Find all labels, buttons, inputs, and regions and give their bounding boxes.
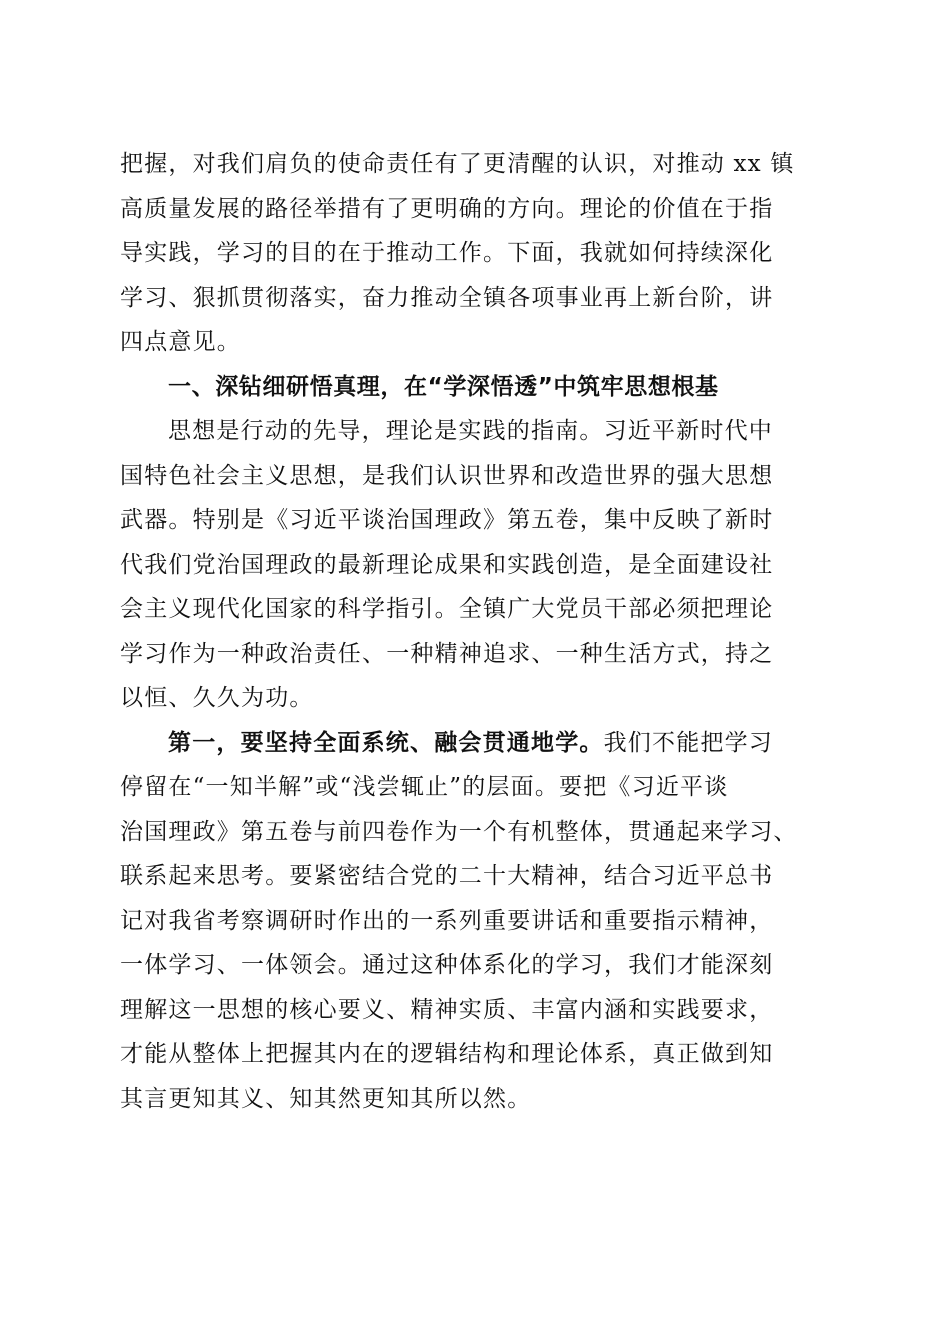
paragraph-line: 会主义现代化国家的科学指引。全镇广大党员干部必须把理论: [120, 596, 774, 622]
paragraph-line: 其言更知其义、知其然更知其所以然。: [120, 1086, 532, 1112]
intro-line: 高质量发展的路径举措有了更明确的方向。理论的价值在于指: [120, 196, 774, 222]
paragraph-line: 治国理政》第五卷与前四卷作为一个有机整体，贯通起来学习、: [120, 819, 798, 845]
intro-line: 四点意见。: [120, 329, 241, 355]
paragraph-line: 代我们党治国理政的最新理论成果和实践创造，是全面建设社: [120, 552, 774, 578]
paragraph-line: 思想是行动的先导，理论是实践的指南。习近平新时代中: [168, 418, 773, 444]
point-first-line-rest: 我们不能把学习: [603, 730, 774, 756]
paragraph-line: 一体学习、一体领会。通过这种体系化的学习，我们才能深刻: [120, 952, 774, 978]
intro-line: 导实践，学习的目的在于推动工作。下面，我就如何持续深化: [120, 240, 774, 266]
section-heading: 一、深钻细研悟真理，在“学深悟透”中筑牢思想根基: [168, 374, 719, 400]
paragraph-line: 记对我省考察调研时作出的一系列重要讲话和重要指示精神，: [120, 908, 774, 934]
paragraph-line: 停留在“一知半解”或“浅尝辄止”的层面。要把《习近平谈: [120, 774, 729, 800]
paragraph-line: 以恒、久久为功。: [120, 685, 314, 711]
point-lead: 第一，要坚持全面系统、融会贯通地学。: [168, 729, 604, 756]
intro-line: 把握，对我们肩负的使命责任有了更清醒的认识，对推动 xx 镇: [120, 151, 795, 177]
paragraph-line: 联系起来思考。要紧密结合党的二十大精神，结合习近平总书: [120, 863, 774, 889]
paragraph-line: 才能从整体上把握其内在的逻辑结构和理论体系，真正做到知: [120, 1041, 774, 1067]
paragraph-line: 武器。特别是《习近平谈治国理政》第五卷，集中反映了新时: [120, 507, 774, 533]
paragraph-line: 理解这一思想的核心要义、精神实质、丰富内涵和实践要求，: [120, 997, 774, 1023]
paragraph-line: 学习作为一种政治责任、一种精神追求、一种生活方式，持之: [120, 641, 774, 667]
paragraph-line: 国特色社会主义思想，是我们认识世界和改造世界的强大思想: [120, 463, 774, 489]
point-first-line: [168, 728, 898, 758]
intro-line: 学习、狠抓贯彻落实，奋力推动全镇各项事业再上新台阶，讲: [120, 285, 774, 311]
